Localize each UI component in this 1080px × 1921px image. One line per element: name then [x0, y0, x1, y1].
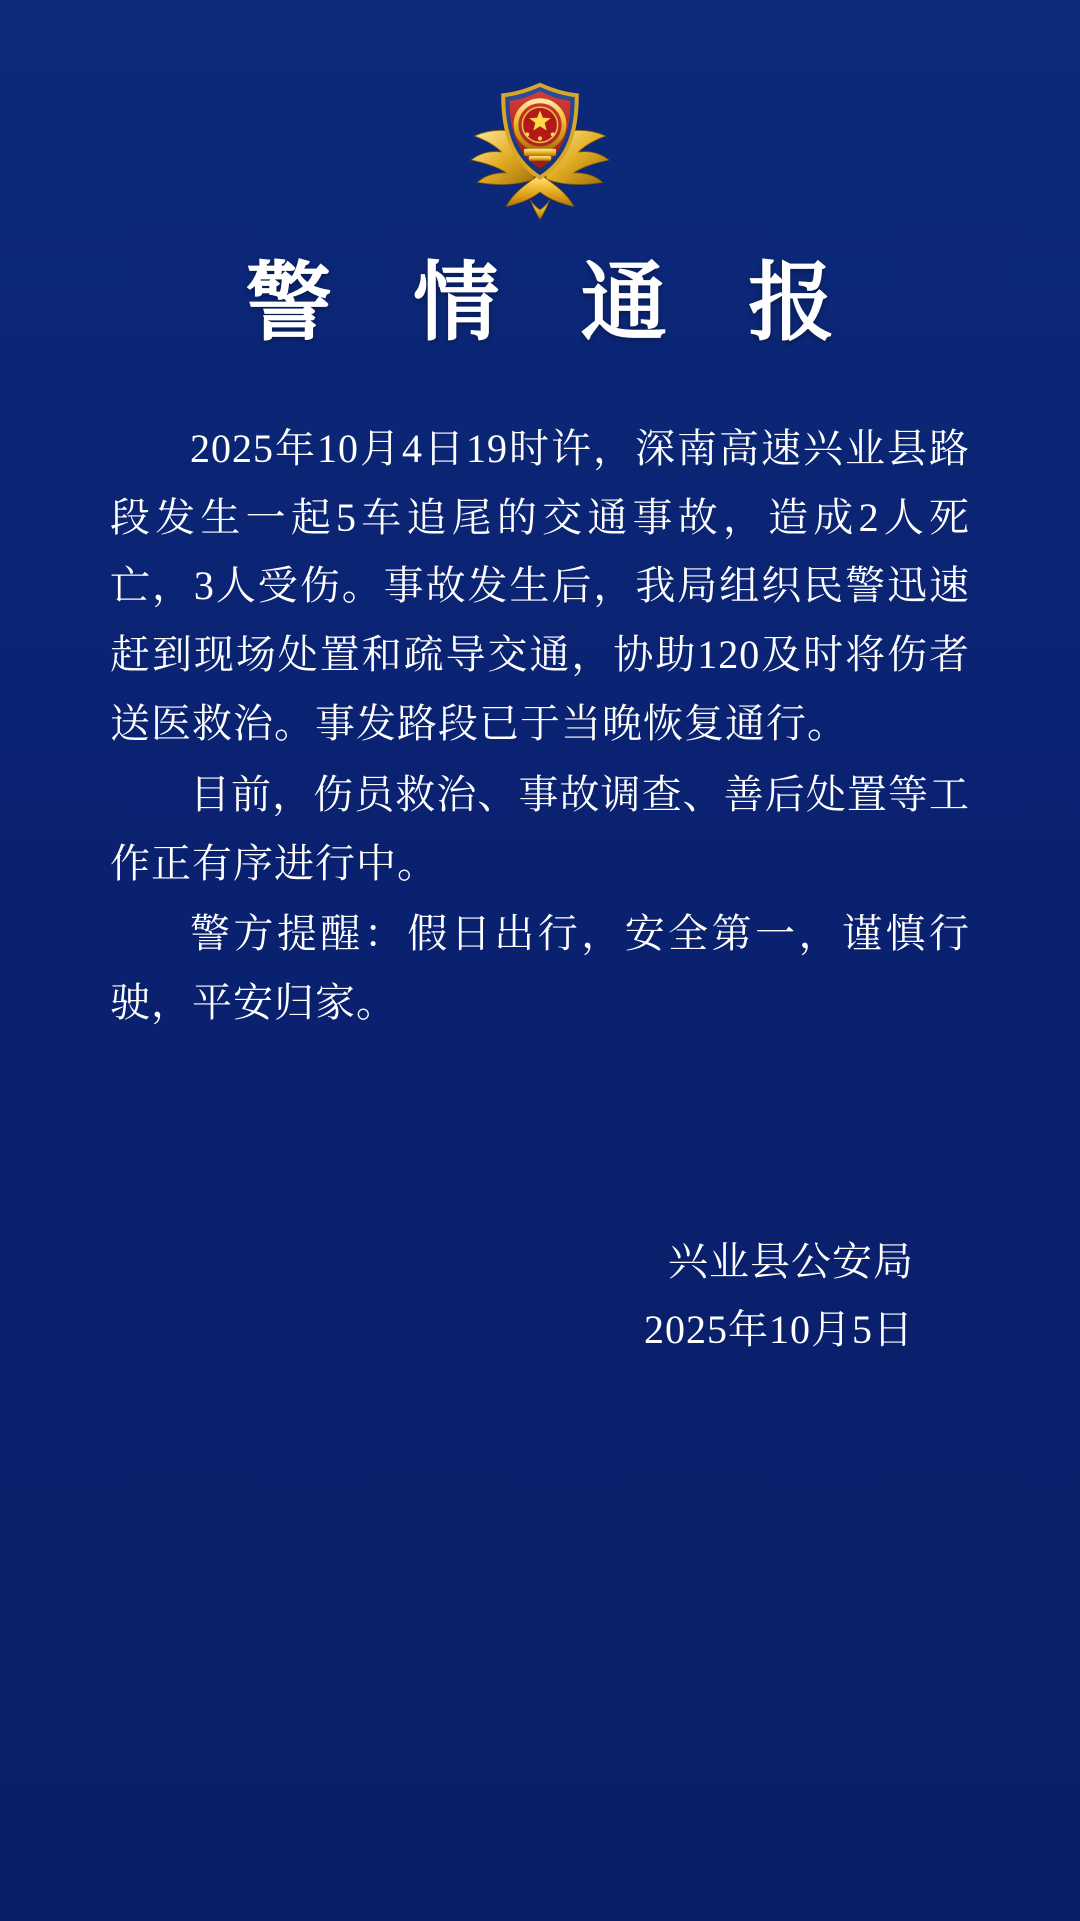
notice-paragraph-1: 2025年10月4日19时许，深南高速兴业县路段发生一起5车追尾的交通事故，造成2人死亡，3人受伤。事故发生后，我局组织民警迅速赶到现场处置和疏导交通，协助120及时将伤者送医救治。事发路段已于当晚恢复通行。	[110, 425, 970, 747]
china-police-badge-icon	[460, 72, 620, 220]
emblem-container	[110, 0, 970, 220]
signature-block	[110, 1228, 970, 1364]
notice-paragraph-3: 警方提醒：假日出行，安全第一，谨慎行驶，平安归家。	[110, 911, 970, 1026]
issuing-organization: 兴业县公安局	[668, 1239, 914, 1285]
notice-body	[110, 415, 970, 1038]
notice-paragraph-2: 目前，伤员救治、事故调查、善后处置等工作正有序进行中。	[110, 771, 970, 886]
page-title: 警 情 通 报	[245, 255, 865, 351]
issue-date: 2025年10月5日	[644, 1307, 914, 1353]
